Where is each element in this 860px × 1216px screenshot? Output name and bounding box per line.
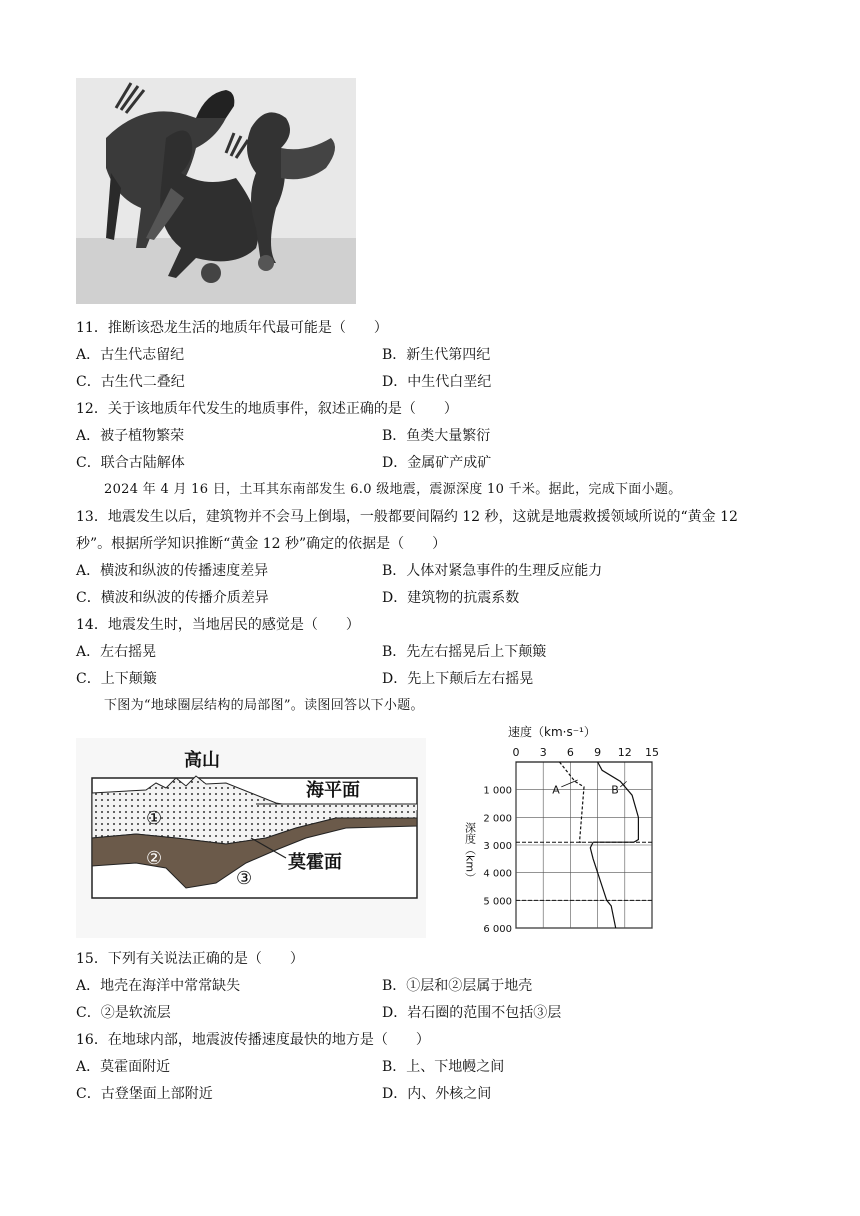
q16-option-c[interactable]: C．古登堡面上部附近 xyxy=(76,1086,213,1102)
question-14-stem: 14．地震发生时，当地居民的感觉是（ ） xyxy=(76,617,360,633)
y-tick-label: 3 000 xyxy=(483,841,512,852)
q14-option-a[interactable]: A．左右摇晃 xyxy=(76,644,157,660)
q15-option-a[interactable]: A．地壳在海洋中常常缺失 xyxy=(76,978,241,994)
q11-option-c[interactable]: C．古生代二叠纪 xyxy=(76,374,185,390)
q15-option-d[interactable]: D．岩石圈的范围不包括③层 xyxy=(382,1005,562,1021)
q13-option-c[interactable]: C．横波和纵波的传播介质差异 xyxy=(76,590,269,606)
q12-option-b[interactable]: B．鱼类大量繁衍 xyxy=(382,428,491,444)
q11-option-b[interactable]: B．新生代第四纪 xyxy=(382,347,491,363)
q13-option-d[interactable]: D．建筑物的抗震系数 xyxy=(382,590,520,606)
x-tick-label: 3 xyxy=(539,746,547,759)
crust-structure-diagram xyxy=(76,738,426,938)
q13-option-b[interactable]: B．人体对紧急事件的生理反应能力 xyxy=(382,563,603,579)
moho-label: 莫霍面 xyxy=(288,852,342,873)
q11-option-d[interactable]: D．中生代白垩纪 xyxy=(382,374,492,390)
question-15-stem: 15．下列有关说法正确的是（ ） xyxy=(76,951,304,967)
seismic-wave-chart xyxy=(463,722,666,942)
y-tick-label: 5 000 xyxy=(483,896,512,908)
y-tick-label: 6 000 xyxy=(483,924,512,935)
dinosaur-icon xyxy=(76,78,356,304)
figure-intro: 下图为“地球圈层结构的局部图”。读图回答以下小题。 xyxy=(104,698,424,713)
question-16-stem: 16．在地球内部，地震波传播速度最快的地方是（ ） xyxy=(76,1032,430,1048)
q13-option-a[interactable]: A．横波和纵波的传播速度差异 xyxy=(76,563,269,579)
q15-option-b[interactable]: B．①层和②层属于地壳 xyxy=(382,978,533,994)
mountain-label: 高山 xyxy=(184,750,220,771)
x-axis-title: 速度（km·s⁻¹） xyxy=(508,725,596,739)
q12-option-a[interactable]: A．被子植物繁荣 xyxy=(76,428,185,444)
series-A-line xyxy=(560,762,585,842)
y-axis-title: 深度（km） xyxy=(463,822,477,884)
series-A-label: A xyxy=(552,783,560,797)
dinosaur-figure xyxy=(76,78,356,304)
x-tick-label: 9 xyxy=(594,746,602,759)
layer-1-label: ① xyxy=(146,808,163,829)
layer-2-label: ② xyxy=(146,848,163,869)
x-tick-label: 15 xyxy=(645,746,659,759)
q14-option-d[interactable]: D．先上下颠后左右摇晃 xyxy=(382,671,534,687)
question-13-stem-line2: 秒”。根据所学知识推断“黄金 12 秒”确定的依据是（ ） xyxy=(76,536,447,552)
q15-option-c[interactable]: C．②是软流层 xyxy=(76,1005,171,1021)
q12-option-c[interactable]: C．联合古陆解体 xyxy=(76,455,185,471)
question-13-stem-line1: 13．地震发生以后，建筑物并不会马上倒塌，一般都要间隔约 12 秒，这就是地震救援领域所说的“黄金 12 xyxy=(76,509,738,525)
y-tick-label: 1 000 xyxy=(483,785,512,797)
x-tick-label: 6 xyxy=(566,746,574,759)
y-tick-label: 2 000 xyxy=(483,813,512,825)
x-tick-label: 12 xyxy=(617,746,632,759)
series-A-leader xyxy=(561,780,577,787)
q14-option-c[interactable]: C．上下颠簸 xyxy=(76,671,157,687)
question-11-stem: 11．推断该恐龙生活的地质年代最可能是（ ） xyxy=(76,320,388,336)
y-tick-label: 4 000 xyxy=(483,868,512,880)
x-tick-label: 0 xyxy=(512,746,520,759)
earthquake-intro: 2024 年 4 月 16 日，土耳其东南部发生 6.0 级地震，震源深度 10 千米。据此，完成下面小题。 xyxy=(104,482,682,497)
q16-option-d[interactable]: D．内、外核之间 xyxy=(382,1086,492,1102)
series-B-label: B xyxy=(611,783,619,797)
q14-option-b[interactable]: B．先左右摇晃后上下颠簸 xyxy=(382,644,547,660)
layer-3-label: ③ xyxy=(236,868,253,889)
q12-option-d[interactable]: D．金属矿产成矿 xyxy=(382,455,492,471)
question-12-stem: 12．关于该地质年代发生的地质事件，叙述正确的是（ ） xyxy=(76,401,458,417)
q11-option-a[interactable]: A．古生代志留纪 xyxy=(76,347,185,363)
q16-option-b[interactable]: B．上、下地幔之间 xyxy=(382,1059,505,1075)
sea-level-label: 海平面 xyxy=(306,780,360,801)
q16-option-a[interactable]: A．莫霍面附近 xyxy=(76,1059,171,1075)
